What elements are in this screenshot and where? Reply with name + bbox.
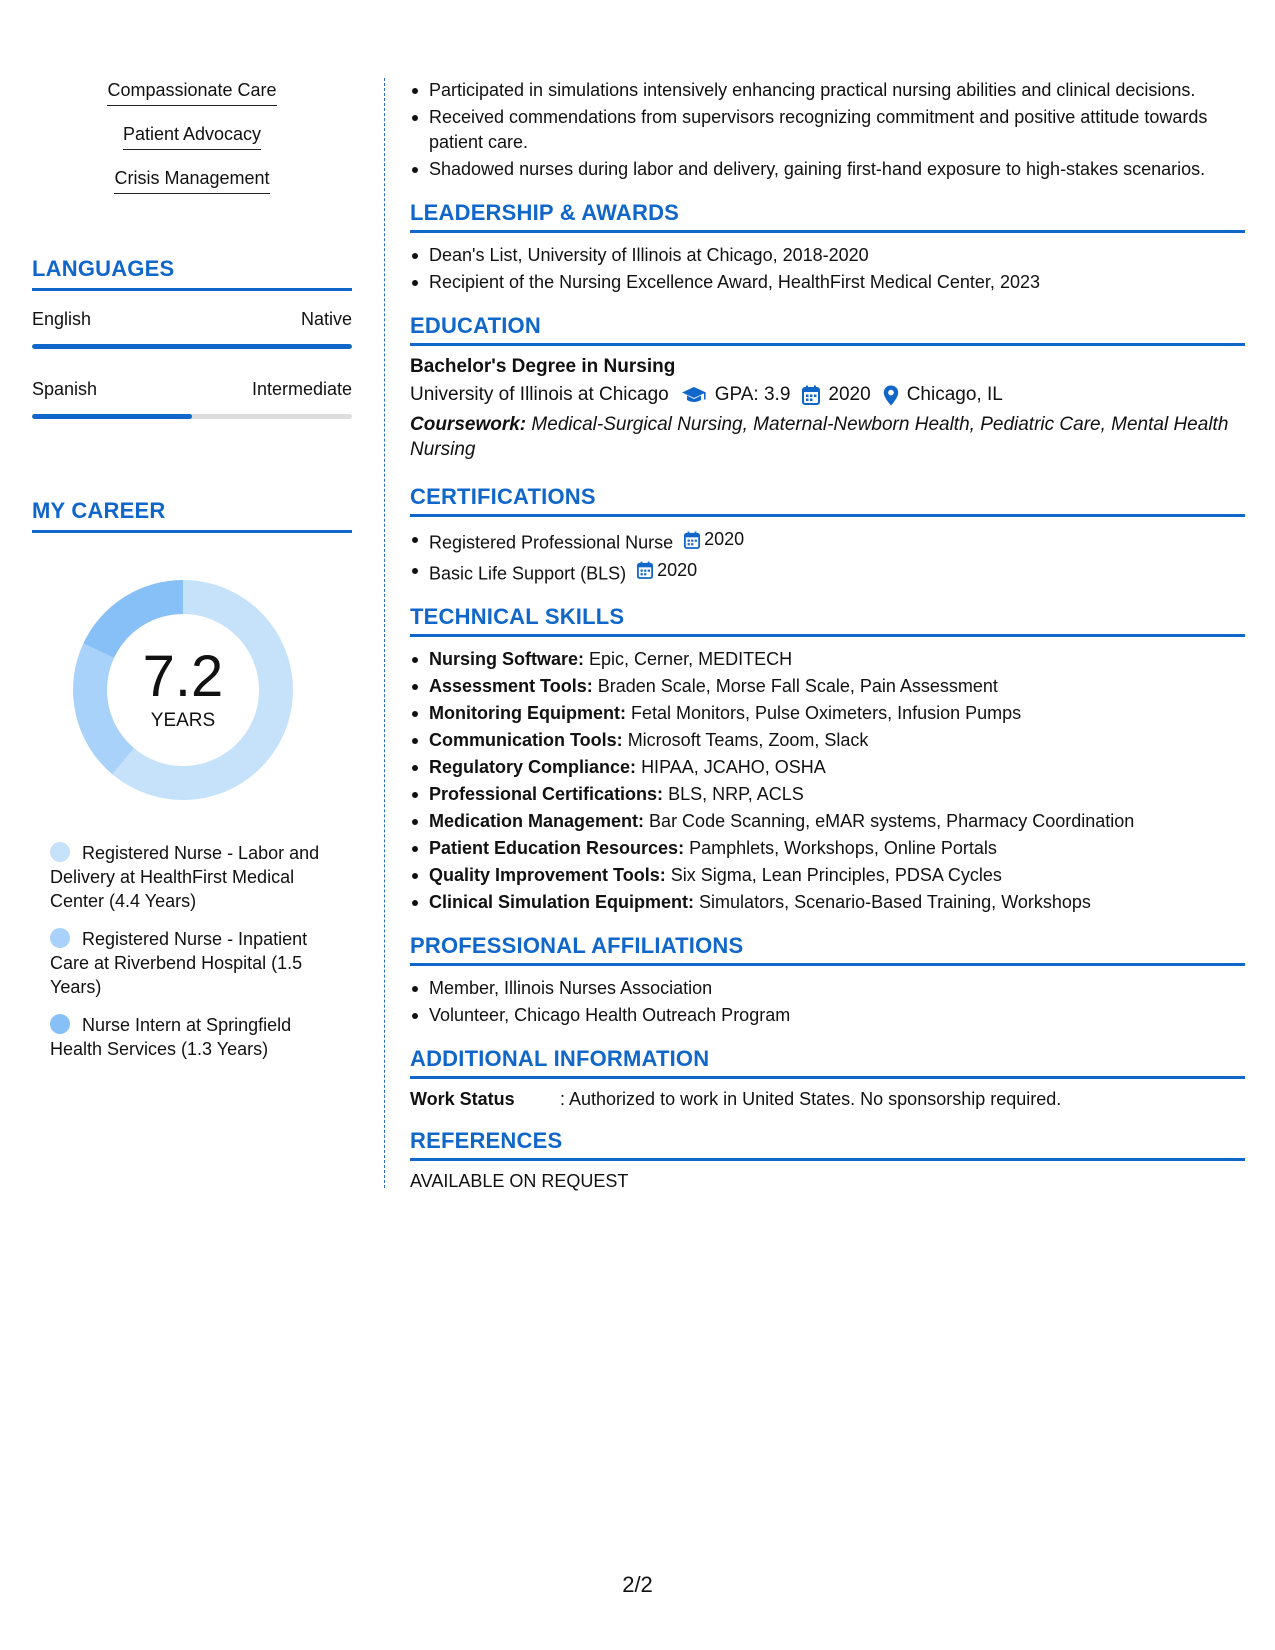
certifications-list [410, 527, 1245, 586]
language-proficiency-bar [32, 344, 352, 349]
career-legend-item [50, 841, 332, 913]
language-proficiency-fill [32, 414, 192, 419]
education-details [410, 384, 1245, 406]
skill-item [410, 890, 1245, 915]
languages-section [32, 256, 352, 419]
technical-skills-list [410, 647, 1245, 915]
certifications-title: CERTIFICATIONS [410, 484, 1245, 517]
language-item [32, 379, 352, 419]
career-title: MY CAREER [32, 498, 352, 533]
coursework-text: Medical-Surgical Nursing, Maternal-Newborn Health, Pediatric Care, Mental Health Nursing [410, 414, 1229, 460]
strength-item: Patient Advocacy [123, 124, 261, 150]
career-legend-item [50, 1013, 332, 1061]
language-item [32, 309, 352, 349]
strength-item: Crisis Management [114, 168, 269, 194]
education-year: 2020 [828, 384, 871, 405]
work-status-row [410, 1089, 1245, 1110]
skill-item [410, 755, 1245, 780]
education-gpa: GPA: 3.9 [714, 384, 791, 405]
work-status-value: : Authorized to work in United States. No sponsorship required. [560, 1089, 1062, 1109]
education-coursework [410, 412, 1245, 462]
certification-name: Registered Professional Nurse [429, 532, 674, 553]
affiliations-title: PROFESSIONAL AFFILIATIONS [410, 933, 1245, 966]
career-section [32, 498, 352, 1075]
experience-bullets [410, 78, 1245, 182]
affiliation-item: Member, Illinois Nurses Association [410, 976, 1245, 1001]
references-text: AVAILABLE ON REQUEST [410, 1171, 629, 1191]
skill-label: Clinical Simulation Equipment: [429, 892, 695, 912]
language-proficiency-fill [32, 344, 352, 349]
strength-item: Compassionate Care [107, 80, 276, 106]
experience-bullet: Shadowed nurses during labor and delivery, gaining first-hand exposure to high-stakes scenarios. [410, 157, 1245, 182]
affiliations-list [410, 976, 1245, 1028]
leadership-item: Recipient of the Nursing Excellence Award, HealthFirst Medical Center, 2023 [410, 270, 1245, 295]
map-pin-icon [883, 385, 899, 406]
language-name: Spanish [32, 379, 98, 399]
legend-label: Registered Nurse - Inpatient Care at Riverbend Hospital (1.5 Years) [50, 929, 308, 997]
skill-item [410, 836, 1245, 861]
experience-bullet: Received commendations from supervisors recognizing commitment and positive attitude towards patient care. [410, 105, 1245, 155]
skill-value: Braden Scale, Morse Fall Scale, Pain Assessment [597, 676, 998, 696]
skill-item [410, 728, 1245, 753]
career-total-value: 7.2 [142, 644, 224, 709]
skill-label: Nursing Software: [429, 649, 585, 669]
languages-title: LANGUAGES [32, 256, 352, 291]
skill-label: Quality Improvement Tools: [429, 865, 666, 885]
column-divider [384, 78, 385, 1188]
right-column [410, 80, 1245, 1192]
graduation-cap-icon [681, 385, 707, 405]
skill-value: Epic, Cerner, MEDITECH [589, 649, 793, 669]
skill-item [410, 647, 1245, 672]
leadership-item: Dean's List, University of Illinois at Chicago, 2018-2020 [410, 243, 1245, 268]
calendar-icon [684, 531, 700, 549]
education-degree: Bachelor's Degree in Nursing [410, 356, 676, 377]
legend-dot [50, 928, 70, 948]
skill-item [410, 782, 1245, 807]
skill-value: Bar Code Scanning, eMAR systems, Pharmacy Coordination [649, 811, 1135, 831]
left-column [32, 80, 352, 1059]
skill-label: Medication Management: [429, 811, 645, 831]
skill-value: BLS, NRP, ACLS [668, 784, 804, 804]
skill-label: Monitoring Equipment: [429, 703, 626, 723]
strengths-list [32, 80, 352, 212]
skill-value: Six Sigma, Lean Principles, PDSA Cycles [670, 865, 1002, 885]
skill-label: Patient Education Resources: [429, 838, 685, 858]
skill-item [410, 701, 1245, 726]
skill-item [410, 809, 1245, 834]
legend-dot [50, 842, 70, 862]
skill-item [410, 674, 1245, 699]
skill-item [410, 863, 1245, 888]
calendar-icon [802, 385, 820, 405]
career-total-unit: YEARS [150, 710, 216, 731]
skill-label: Communication Tools: [429, 730, 623, 750]
skill-value: Fetal Monitors, Pulse Oximeters, Infusion Pumps [630, 703, 1022, 723]
certification-item [410, 527, 1245, 556]
education-title: EDUCATION [410, 313, 1245, 346]
language-name: English [32, 309, 92, 329]
language-level: Intermediate [251, 379, 352, 399]
skill-label: Regulatory Compliance: [429, 757, 637, 777]
skill-label: Professional Certifications: [429, 784, 664, 804]
legend-dot [50, 1014, 70, 1034]
page-number: 2/2 [622, 1572, 653, 1597]
career-donut-chart [68, 575, 298, 805]
skill-value: Microsoft Teams, Zoom, Slack [627, 730, 869, 750]
skill-value: HIPAA, JCAHO, OSHA [641, 757, 826, 777]
coursework-label: Coursework: [410, 414, 527, 435]
references-title: REFERENCES [410, 1128, 1245, 1161]
certification-item [410, 558, 1245, 587]
experience-bullet: Participated in simulations intensively enhancing practical nursing abilities and clinical decisions. [410, 78, 1245, 103]
education-school: University of Illinois at Chicago [410, 384, 669, 405]
certification-year: 2020 [704, 529, 745, 549]
skill-value: Pamphlets, Workshops, Online Portals [689, 838, 997, 858]
legend-label: Nurse Intern at Springfield Health Services (1.3 Years) [50, 1015, 292, 1059]
leadership-title: LEADERSHIP & AWARDS [410, 200, 1245, 233]
language-proficiency-bar [32, 414, 352, 419]
affiliation-item: Volunteer, Chicago Health Outreach Program [410, 1003, 1245, 1028]
skill-label: Assessment Tools: [429, 676, 593, 696]
calendar-icon [637, 561, 653, 579]
additional-info-title: ADDITIONAL INFORMATION [410, 1046, 1245, 1079]
certification-name: Basic Life Support (BLS) [429, 563, 627, 583]
career-legend [32, 841, 332, 1061]
legend-label: Registered Nurse - Labor and Delivery at HealthFirst Medical Center (4.4 Years) [50, 843, 320, 911]
education-location: Chicago, IL [906, 384, 1003, 405]
certification-year: 2020 [657, 559, 698, 580]
skill-value: Simulators, Scenario-Based Training, Workshops [699, 892, 1091, 912]
technical-skills-title: TECHNICAL SKILLS [410, 604, 1245, 637]
leadership-list [410, 243, 1245, 295]
career-legend-item [50, 927, 332, 999]
language-level: Native [300, 309, 352, 329]
work-status-label: Work Status [410, 1089, 515, 1109]
